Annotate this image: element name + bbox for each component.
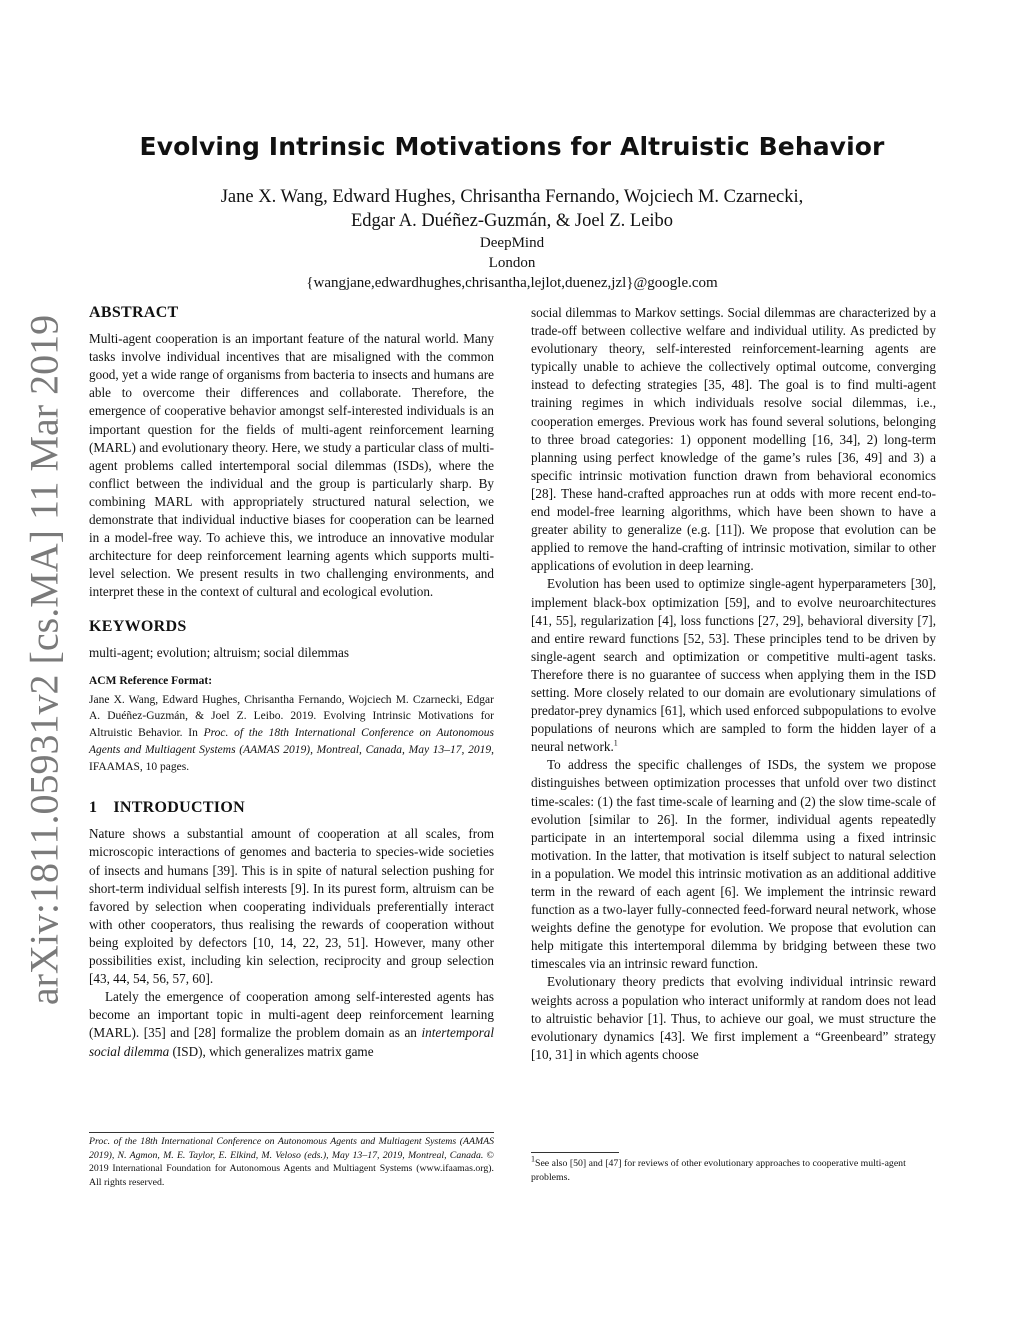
right-column — [531, 304, 936, 1064]
authors-line-1: Jane X. Wang, Edward Hughes, Chrisantha Fernando, Wojciech M. Czarnecki, — [220, 187, 804, 207]
intro-paragraph-2-text: Lately the emergence of cooperation among self-interested agents has become an important topic in multi-agent deep reinforcement learning (MARL). [35] and [28] formalize the problem domain as an — [89, 989, 494, 1041]
footnote-marker: 1 — [613, 738, 618, 748]
acm-reference-text — [89, 692, 494, 776]
intro-paragraph-6: Evolutionary theory predicts that evolving individual intrinsic reward weights across a population who interact uniformly at random does not lead to altruistic behavior [1]. Thus, to achieve our goal, we must structure the evolutionary dynamics [43]. We first implement a “Greenbeard” strategy [10, 31] in which agents choose — [531, 974, 936, 1062]
acm-reference-authors: Jane X. Wang, Edward Hughes, Chrisantha Fernando, Wojciech M. Czarnecki, Edgar A. Duéñez-Guzmán, & Joel Z. Leibo. 2019. Evolving Intrinsic Motivations for Altruistic Behavior. In — [89, 693, 494, 740]
affiliation-block — [0, 233, 1024, 293]
introduction-heading — [89, 799, 494, 817]
section-title: INTRODUCTION — [113, 799, 245, 817]
conference-note-text: Proc. of the 18th International Conference on Autonomous Agents and Multiagent Systems (AAMAS 2019), N. Agmon, M. E. Taylor, E. Elkind, M. Veloso (eds.), May 13–17, 2019, Montreal, Canada. — [89, 1136, 494, 1161]
keywords-text: multi-agent; evolution; altruism; social dilemmas — [89, 644, 350, 660]
abstract-heading: ABSTRACT — [89, 304, 179, 321]
intro-paragraph-3: social dilemmas to Markov settings. Social dilemmas are characterized by a trade-off between collective welfare and individual utility. As predicted by evolutionary theory, self-interested reinforcement-learning agents are typically unable to achieve the collectively optimal outcome, converging instead to defecting strategies [35, 48]. The goal is to find multi-agent training regimes in which individuals resolve social dilemmas, i.e., cooperation emerges. Previous work has found several solutions, belonging to three broad categories: 1) opponent modelling [16, 34], 2) long-term planning using perfect knowledge of the game’s rules [36, 49] and 3) a specific intrinsic motivation function drawn from behavioral economics [28]. These hand-crafted approaches run at odds with more recent end-to-end model-free learning algorithms, which have been shown to have a greater ability to generalize (e.g. [11]). We propose that evolution can be applied to remove the hand-crafting of intrinsic motivation, similar to other applications of evolution in deep learning. — [531, 305, 936, 574]
intro-paragraph-4 — [531, 575, 936, 756]
author-list — [0, 185, 1024, 233]
acm-reference-tail: , IFAAMAS, 10 pages. — [89, 743, 494, 773]
arxiv-identifier — [14, 314, 74, 1006]
affiliation: DeepMind — [479, 235, 545, 251]
acm-reference-proc: Proc. of the 18th International Conference on Autonomous Agents and Multiagent Systems (AAMAS 2019), Montreal, Canada, May 13–17, 2019 — [89, 727, 494, 756]
isd-term: intertemporal social dilemma — [89, 1025, 494, 1059]
paper-title: Evolving Intrinsic Motivations for Altruistic Behavior — [139, 132, 885, 161]
footnote — [531, 1152, 936, 1184]
location: London — [488, 255, 536, 271]
abstract-text: Multi-agent cooperation is an important feature of the natural world. Many tasks involve individual incentives that are misaligned with the common good, yet a wide range of organisms from bacteria to insects and humans are able to overcome their differences and collaborate. Therefore, the emergence of cooperative behavior amongst self-interested individuals is an important question for the fields of multi-agent reinforcement learning (MARL) and evolutionary theory. Here, we study a particular class of multi-agent problems called intertemporal social dilemmas (ISDs), where the conflict between the individual and the group is particularly sharp. By combining MARL with appropriately structured natural selection, we demonstrate that individual inductive biases for cooperation can be learned in a model-free way. To achieve this, we introduce an innovative modular architecture for deep reinforcement learning agents which supports multi-level selection. We present results in two challenging environments, and interpret these in the context of cultural and ecological evolution. — [89, 331, 494, 600]
intro-paragraph-2 — [89, 988, 494, 1060]
intro-paragraph-5: To address the specific challenges of ISDs, the system we propose distinguishes between optimization processes that unfold over two distinct time-scales: (1) the fast time-scale of learning and (2) the slow time-scale of evolution [similar to 26]. In the former, individual agents repeatedly participate in an intertemporal social dilemma using a fixed intrinsic motivation. In the latter, that motivation is itself subject to natural selection in a population. We model this intrinsic motivation as an additional additive term in the reward of each agent [6]. We implement the intrinsic reward function as a two-layer fully-connected feed-forward neural network, whose weights define the genotype for evolution. We propose that evolution can help mitigate this intertemporal dilemma by bridging between these two timescales via an intrinsic reward function. — [531, 757, 936, 972]
footnote-rule — [89, 1132, 494, 1133]
author-emails: {wangjane,edwardhughes,chrisantha,lejlot,duenez,jzl}@google.com — [306, 275, 718, 291]
intro-paragraph-4-text: Evolution has been used to optimize single-agent hyperparameters [30], implement black-box optimization [59], and to evolve neuroarchitectures [41, 55], regularization [4], loss functions [27, 29], behavioral diversity [7], and entire reward functions [52, 53]. These principles tend to be driven by single-agent search and optimization or competitive multi-agent tasks. Therefore there is no guarantee of success when applying them in the ISD setting. More closely related to our domain are evolutionary simulations of predator-prey dynamics [61], which used enforced subpopulations to evolve populations of neurons which are sampled to form the hidden layer of a neural network. — [531, 576, 936, 755]
footnote-text: See also [50] and [47] for reviews of other evolutionary approaches to cooperative multi-agent problems. — [531, 1158, 906, 1183]
authors-line-2: Edgar A. Duéñez-Guzmán, & Joel Z. Leibo — [350, 211, 674, 231]
copyright-text: © 2019 International Foundation for Autonomous Agents and Multiagent Systems (www.ifaamas.org). All rights reserved. — [89, 1149, 494, 1188]
keywords-heading: KEYWORDS — [89, 617, 187, 635]
footnote-number: 1 — [531, 1154, 535, 1164]
footnote-divider — [531, 1152, 619, 1153]
intro-paragraph-1: Nature shows a substantial amount of cooperation at all scales, from microscopic interactions of genomes and bacteria to species-wide societies of insects and humans [39]. This is in spite of natural selection pushing for short-term individual selfish interests [9]. In its purest form, altruism can be favored by selection when cooperating individuals preferentially interact with other cooperators, thus realising the rewards of cooperation without being exploited by defectors [10, 14, 22, 23, 51]. However, many other possibilities exist, including kin selection, reciprocity and group selection [43, 44, 54, 56, 57, 60]. — [89, 826, 494, 987]
left-column — [89, 304, 494, 1061]
acm-reference-heading: ACM Reference Format: — [89, 674, 213, 687]
intro-paragraph-2-tail: (ISD), which generalizes matrix game — [169, 1043, 374, 1059]
arxiv-identifier-text: arXiv:1811.05931v2 [cs.MA] 11 Mar 2019 — [21, 314, 67, 1006]
section-number: 1 — [89, 799, 98, 817]
conference-note — [89, 1132, 494, 1189]
